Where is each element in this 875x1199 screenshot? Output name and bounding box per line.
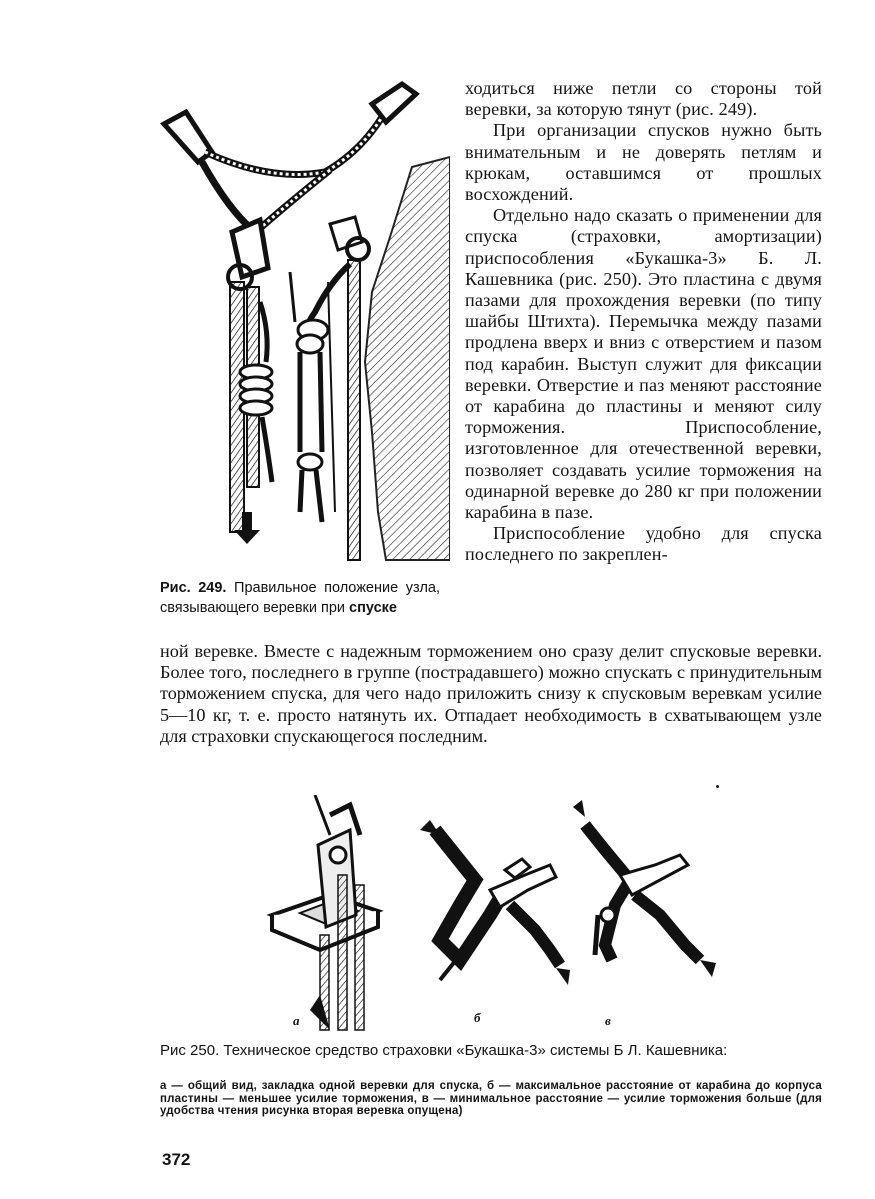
paragraph-1: ходиться ниже петли со стороны той веревки, за которую тянут (рис. 249). [465,78,822,120]
full-width-text [160,641,822,747]
figure-250-label-a: а [293,1013,300,1028]
figure-249-caption-bold: спуске [349,600,397,616]
device-view-a [272,795,378,1030]
figure-250-illustration [260,795,740,1035]
figure-250-note: а — общий вид, закладка одной веревки для спуска, б — максимальное расстояние от карабина до корпуса пластины — меньшее усилие торможения, в — минимальное расстояние — усилие торможения больше (для удобства чтения рисунка вторая веревка опущена) [160,1080,822,1117]
right-column-text [465,78,822,566]
paragraph-4-start: Приспособление удобно для спуска последнего по закреплен- [465,523,822,565]
device-view-b [420,820,570,985]
page-number: 372 [162,1150,191,1169]
paragraph-3: Отдельно надо сказать о применении для спуска (страховки, амортизации) приспособления «Букашка-3» Б. Л. Кашевника (рис. 250). Это пластина с двумя пазами для прохождения веревки (по типу шайбы Штихта). Перемычка между пазами продлена вверх и вниз с отверстием и пазом под карабин. Выступ служит для фиксации веревки. Отверстие и паз меняют расстояние от карабина до пластины и меняют силу торможения. Приспособление, изготовленное для отечественной веревки, позволяет создавать усилие торможения на одинарной веревке до 280 кг при положении карабина в пазе. [465,205,822,523]
device-view-v [573,800,716,977]
figure-249-caption-label: Рис. 249. [160,580,227,596]
paragraph-2: При организации спусков нужно быть внимательным и не доверять петлям и крюкам, оставшимся от прошлых восхождений. [465,120,822,205]
paragraph-4-rest: ной веревке. Вместе с надежным торможением оно сразу делит спусковые веревки. Более того, последнего в группе (пострадавшего) можно спускать с принудительным торможением спуска, для чего надо приложить снизу к спусковым веревкам усилие 5—10 кг, т. е. просто натянуть их. Отпадает необходимость в схватывающем узле для страховки спускающегося последним. [160,641,822,746]
figure-249-illustration [150,72,450,572]
figure-249-caption-text: Правильное положение узла, связывающего веревки при [160,580,440,616]
figure-250-caption: Рис 250. Техническое средство страховки «Букашка-3» системы Б Л. Кашевника: [160,1042,728,1059]
figure-250-label-b: б [474,1010,481,1025]
figure-250-label-v: в [605,1013,611,1028]
stray-dot [716,785,719,788]
figure-249-caption [160,578,440,618]
